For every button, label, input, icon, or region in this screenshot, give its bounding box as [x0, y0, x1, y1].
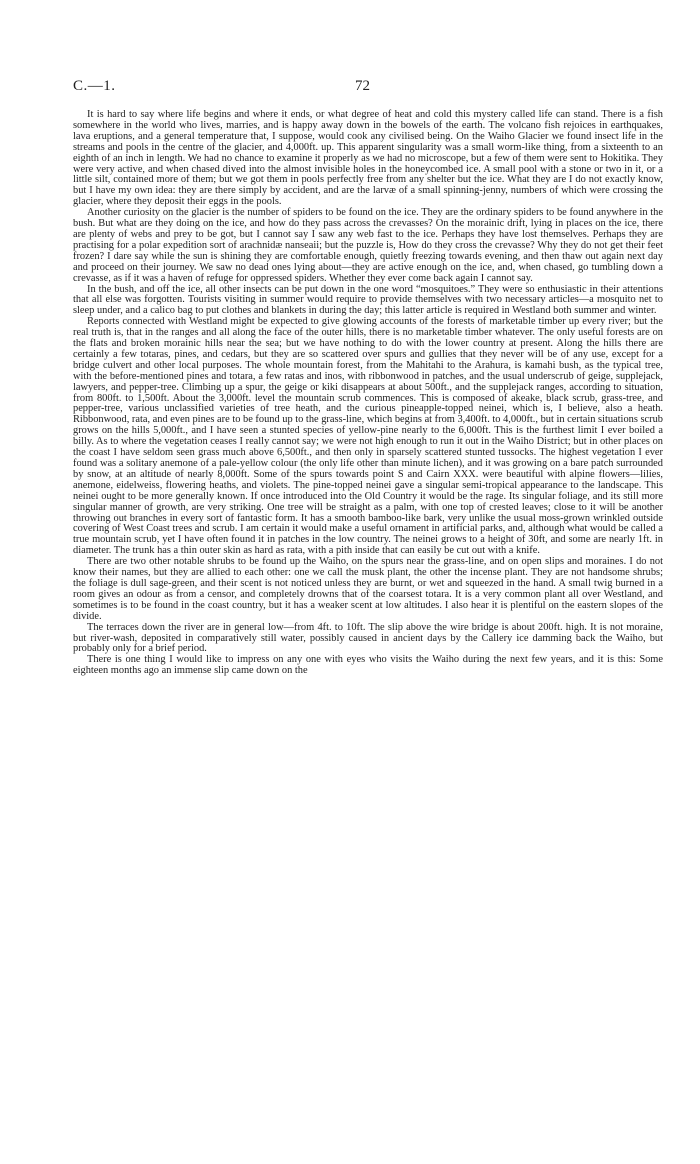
paragraph-glacier-insects: It is hard to say where life begins and where it ends, or what degree of heat and cold this mystery called life can stand. There is a fish somewhere in the world who lives, marries, and is happy away down in the bowels of the earth. The volcano fish rejoices in earthquakes, lava eruptions, and a general temperature that, I suppose, would cook any civilised being. On the Waiho Glacier we found insect life in the streams and pools in the centre of the glacier, and 4,000ft. up. This apparent singularity was a small worm-like thing, from a sixteenth to an eighth of an inch in length. We had no chance to examine it properly as we had no microscope, but a few of them were sent to Hokitika. They were very active, and when chased dived into the almost invisible holes in the honeycombed ice. A small pool with a stone or two in it, or a little silt, contained more of them; but we got them in pools perfectly free from any shelter but the ice. What they are I do not exactly know, but I have my own idea: they are there simply by accident, and are the larvæ of a small spinning-jenny, numbers of which were crossing the glacier, where they deposit their eggs in the pools.	[73, 109, 663, 208]
paragraph-slip: There is one thing I would like to impress on any one with eyes who visits the Waiho during the next few years, and it is this: Some eighteen months ago an immense slip came down on the	[73, 654, 663, 677]
document-id: C.—1.	[73, 78, 116, 94]
paragraph-timber-vegetation: Reports connected with Westland might be expected to give glowing accounts of the forests of marketable timber up every river; but the real truth is, that in the ranges and all along the face of the outer hills, there is no marketable timber whatever. The only useful forests are on the flats and broken morainic hills near the sea; but we have nothing to do with the lower country at present. Along the hills there are certainly a few totaras, pines, and cedars, but they are so scattered over spurs and gullies that they never will be of any use, except for a bridge culvert and other local purposes. The whole mountain forest, from the Mahitahi to the Arahura, is kamahi bush, as the typical tree, with the before-mentioned pines and totara, a few ratas and inos, with ribbonwood in patches, and the usual underscrub of geige, supplejack, lawyers, and pepper-tree. Climbing up a spur, the geige or kiki disappears at about 500ft., and the supplejack ranges, according to situation, from 800ft. to 1,500ft. About the 3,000ft. level the mountain scrub commences. This is composed of akeake, black scrub, grass-tree, and pepper-tree, various unclassified varieties of tree heath, and the curious pineapple-topped neinei, which is, I believe, also a heath. Ribbonwood, rata, and even pines are to be found up to the grass-line, which begins at from 3,400ft. to 4,000ft., but in certain situations scrub grows on the hills 5,000ft., and I have seen a stunted species of yellow-pine nearly to the 6,000ft. This is the furthest limit I ever boiled a billy. As to where the vegetation ceases I really cannot say; we were not high enough to run it out in the Waiho District; but in other places on the coast I have seldom seen grass much above 6,500ft., and then only in sparsely scattered stunted tussocks. The highest vegetation I ever found was a solitary anemone of a pale-yellow colour (the only life other than minute lichen), and it was growing on a bare patch surrounded by snow, at an altitude of nearly 8,000ft. Some of the spurs towards point S and Cairn XXX. were beautiful with alpine flowers—lilies, anemone, eidelweiss, flowering heaths, and violets. The pine-topped neinei gave a singular semi-tropical appearance to the landscape. This neinei ought to be more generally known. If once introduced into the Old Country it would be the rage. Its singular foliage, and its still more singular manner of growth, are very striking. One tree will be straight as a palm, with one top of crested leaves; close to it will be another throwing out branches in every sort of fantastic form. It has a smooth bamboo-like bark, very unlike the usual moss-grown wrinkled outside covering of West Coast trees and scrub. I am certain it would make a useful ornament in artificial parks, and, although what would be called a true mountain scrub, yet I have often found it in patches in the low country. The neinei grows to a height of 30ft, and some are nearly 1ft. in diameter. The trunk has a thin outer skin as hard as rata, with a pith inside that can easily be cut out with a knife.	[73, 316, 663, 557]
paragraph-terraces: The terraces down the river are in general low—from 4ft. to 10ft. The slip above the wire bridge is about 200ft. high. It is not moraine, but river-wash, deposited in comparatively still water, possibly caused in ancient days by the Callery ice damming back the Waiho, but probably only for a brief period.	[73, 621, 663, 655]
body-text	[73, 110, 663, 677]
page-header	[73, 78, 663, 98]
paragraph-spiders: Another curiosity on the glacier is the number of spiders to be found on the ice. They are the ordinary spiders to be found anywhere in the bush. But what are they doing on the ice, and how do they pass across the crevasses? On the morainic drift, lying in places on the ice, there are plenty of webs and prey to be got, but I cannot say I saw any web fast to the ice. Perhaps they have lost themselves. Perhaps they are practising for a polar expedition sort of arachnidæ nanseaii; but the puzzle is, How do they cross the crevasse? Why they do not get their feet frozen? I dare say while the sun is shining they are comfortable enough, quietly freezing towards evening, and then thaw out again next day and proceed on their journey. We saw no dead ones lying about—they are active enough on the ice, and, when chased, go tumbling down a crevasse, as if it was a haven of refuge for oppressed spiders. Whether they ever come back again I cannot say.	[73, 207, 663, 284]
page-number: 72	[355, 78, 370, 94]
paragraph-mosquitoes: In the bush, and off the ice, all other insects can be put down in the one word “mosquitoes.” They were so enthusiastic in their attentions that all else was forgotten. Tourists visiting in summer would require to provide themselves with two necessary articles—a mosquito net to sleep under, and a calico bag to put clothes and blankets in during the day; this latter article is required in Westland both summer and winter.	[73, 283, 663, 317]
paragraph-shrubs: There are two other notable shrubs to be found up the Waiho, on the spurs near the grass-line, and on open slips and moraines. I do not know their names, but they are allied to each other: one we call the musk plant, the other the incense plant. They are not handsome shrubs; the foliage is dull sage-green, and their scent is not noticed unless they are burnt, or wet and squeezed in the hand. A small twig burned in a room gives an odour as from a censor, and completely drowns that of the coarsest totara. It is a very common plant all over Westland, and sometimes is to be found in the coast country, but it has a weaker scent at low altitudes. I also hear it is plentiful on the eastern slopes of the divide.	[73, 556, 663, 622]
